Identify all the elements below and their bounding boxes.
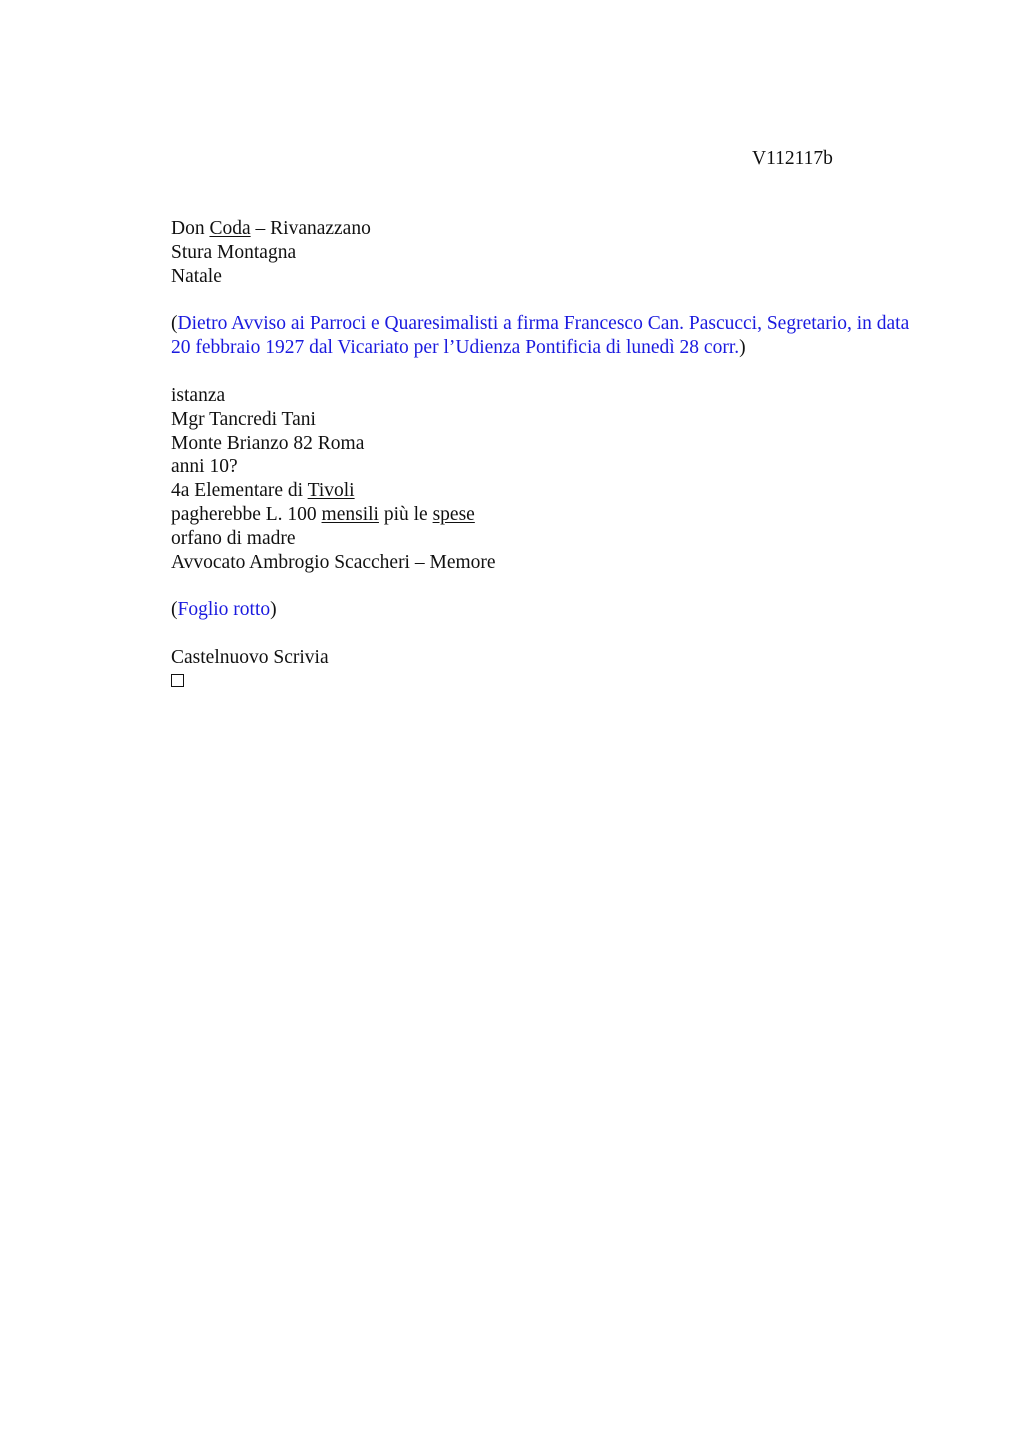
school-place: Tivoli <box>307 480 355 502</box>
footer-checkbox-row <box>171 670 931 694</box>
spacer <box>171 360 931 384</box>
entry-lawyer: Avvocato Ambrogio Scaccheri – Memore <box>171 551 496 573</box>
entry-payment <box>171 503 931 527</box>
entry-istanza: istanza <box>171 384 226 406</box>
header-line-3: Natale <box>171 265 222 287</box>
entry-orphan: orfano di madre <box>171 527 296 549</box>
don-suffix: – Rivanazzano <box>250 218 371 239</box>
entry-name: Mgr Tancredi Tani <box>171 408 316 430</box>
header-line-don <box>171 217 931 241</box>
header-line-2: Stura Montagna <box>171 241 297 263</box>
note2-close-paren: ) <box>270 599 277 621</box>
pay-mensili: mensili <box>321 503 379 525</box>
pay-spese: spese <box>432 503 475 525</box>
spacer <box>171 574 931 598</box>
spacer <box>171 288 931 312</box>
note2-open-paren: ( <box>171 599 178 621</box>
entry-address: Monte Brianzo 82 Roma <box>171 432 365 454</box>
don-name: Coda <box>209 218 251 239</box>
entry-age: anni 10? <box>171 456 238 478</box>
note-open-paren: ( <box>171 313 178 335</box>
document-id: V112117b <box>752 148 833 169</box>
pay-mid: più le <box>378 503 433 525</box>
document-body <box>171 217 931 693</box>
note-close-paren: ) <box>739 337 746 359</box>
school-prefix: 4a Elementare di <box>171 480 308 502</box>
entry-school <box>171 479 931 503</box>
editorial-note-avviso <box>171 312 931 360</box>
spacer <box>171 622 931 646</box>
don-prefix: Don <box>171 218 210 239</box>
editorial-note-foglio <box>171 598 931 622</box>
checkbox-icon[interactable] <box>171 674 184 687</box>
note-text: Dietro Avviso ai Parroci e Quaresimalisti a firma Francesco Can. Pascucci, Segretario, in data 20 febbraio 1927 dal Vicariato per l’Udienza Pontificia di lunedì 28 corr. <box>171 313 910 359</box>
pay-prefix: pagherebbe L. 100 <box>171 503 322 525</box>
footer-place: Castelnuovo Scrivia <box>171 646 329 668</box>
note2-text: Foglio rotto <box>177 599 271 621</box>
